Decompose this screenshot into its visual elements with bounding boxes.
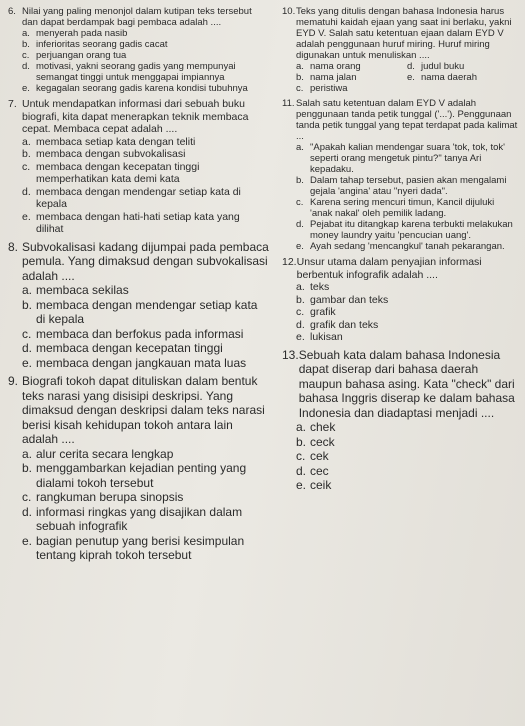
option-text: cec bbox=[310, 463, 329, 478]
question-stem: Sebuah kata dalam bahasa Indonesia dapat diserap dari bahasa daerah maupun bahasa asing. Kata "check" dari bahasa Inggris diserap ke dalam bahasa Indonesia dan diadaptasi menjadi .... bbox=[298, 347, 515, 420]
option-b bbox=[296, 72, 407, 83]
option-b bbox=[22, 39, 270, 50]
option-letter: d. bbox=[296, 463, 307, 478]
option-d bbox=[296, 319, 518, 332]
option-a bbox=[296, 61, 407, 72]
option-c bbox=[296, 197, 518, 219]
question-6 bbox=[8, 6, 270, 94]
option-letter: e. bbox=[296, 331, 305, 343]
option-letter: c. bbox=[22, 490, 32, 504]
question-stem: Untuk mendapatkan informasi dari sebuah buku biografi, kita dapat menerapkan teknik membaca cepat. Membaca cepat adalah .... bbox=[22, 98, 249, 135]
option-text: peristiwa bbox=[310, 83, 348, 94]
option-text: Ayah sedang 'mencangkul' tanah pekarangan. bbox=[310, 241, 505, 252]
option-letter: c. bbox=[22, 326, 32, 341]
option-text: nama orang bbox=[310, 61, 361, 72]
option-text: menggambarkan kejadian penting yang dialami tokoh tersebut bbox=[36, 461, 247, 490]
option-letter: b. bbox=[22, 461, 33, 475]
option-a bbox=[296, 142, 518, 175]
option-letter: c. bbox=[296, 306, 305, 318]
question-number: 9. bbox=[8, 374, 19, 388]
option-e bbox=[22, 534, 270, 563]
option-letter: e. bbox=[296, 241, 304, 252]
option-text: cek bbox=[310, 449, 329, 463]
option-letter: d. bbox=[22, 61, 30, 72]
option-d bbox=[407, 61, 518, 72]
option-letter: d. bbox=[296, 219, 304, 230]
option-letter: d. bbox=[407, 61, 415, 72]
option-a bbox=[22, 28, 270, 39]
question-number: 6. bbox=[8, 6, 16, 17]
question-stem: Subvokalisasi kadang dijumpai pada pembaca pemula. Yang dimaksud dengan subvokalisasi adalah .... bbox=[22, 239, 269, 283]
option-letter: a. bbox=[296, 61, 304, 72]
option-b bbox=[296, 294, 518, 307]
option-text: motivasi, yakni seorang gadis yang mempunyai semangat tinggi untuk menggapai impiannya bbox=[36, 61, 236, 83]
option-letter: a. bbox=[22, 283, 33, 297]
question-number: 7. bbox=[8, 98, 17, 110]
option-text: ceck bbox=[310, 434, 335, 449]
option-text: membaca dengan subvokalisasi bbox=[36, 148, 186, 160]
option-letter: e. bbox=[22, 533, 33, 548]
option-c bbox=[22, 327, 270, 342]
option-d bbox=[22, 186, 270, 211]
option-text: lukisan bbox=[310, 331, 343, 343]
option-text: membaca dengan kecepatan tinggi memperhatikan kata demi kata bbox=[36, 160, 200, 185]
question-number: 8. bbox=[8, 239, 19, 254]
option-letter: d. bbox=[296, 318, 305, 331]
option-text: perjuangan orang tua bbox=[36, 50, 127, 61]
question-12 bbox=[282, 256, 518, 344]
option-c bbox=[296, 306, 518, 319]
option-text: membaca dengan jangkauan mata luas bbox=[36, 355, 247, 370]
option-e bbox=[296, 331, 518, 344]
option-text: membaca setiap kata dengan teliti bbox=[36, 135, 196, 148]
option-text: membaca dengan mendengar setiap kata di kepala bbox=[36, 297, 258, 326]
option-a bbox=[22, 136, 270, 149]
option-letter: a. bbox=[22, 446, 33, 461]
option-letter: c. bbox=[296, 83, 304, 94]
option-b bbox=[296, 175, 518, 197]
question-10 bbox=[282, 6, 518, 94]
option-a bbox=[22, 283, 270, 298]
question-stem: Biografi tokoh dapat dituliskan dalam bentuk teks narasi yang disisipi deskripsi. Yang dimaksud dengan deskripsi dalam teks narasi berisi kisah kehidupan tokoh antara lain adalah .... bbox=[22, 374, 265, 446]
option-c bbox=[22, 50, 270, 61]
option-d bbox=[296, 464, 518, 479]
option-text: nama daerah bbox=[421, 72, 477, 83]
option-c bbox=[22, 161, 270, 186]
option-e bbox=[22, 356, 270, 371]
option-d bbox=[22, 61, 270, 83]
question-stem: Nilai yang paling menonjol dalam kutipan teks tersebut dan dapat berdampak bagi pembaca adalah .... bbox=[22, 6, 252, 28]
question-number: 11. bbox=[282, 98, 295, 109]
question-number: 13. bbox=[282, 347, 299, 362]
option-b bbox=[22, 148, 270, 161]
option-letter: c. bbox=[296, 197, 304, 208]
question-11 bbox=[282, 98, 518, 252]
question-7 bbox=[8, 98, 270, 236]
option-text: ceik bbox=[310, 478, 332, 492]
option-letter: e. bbox=[296, 478, 307, 492]
option-text: chek bbox=[310, 420, 336, 434]
option-b bbox=[296, 435, 518, 450]
option-text: "Apakah kalian mendengar suara 'tok, tok, tok' seperti orang mengetuk pintu?" tanya Ari kepadaku. bbox=[310, 142, 506, 175]
option-text: membaca dan berfokus pada informasi bbox=[36, 326, 244, 341]
option-text: Karena sering mencuri timun, Kancil dijuluki 'anak nakal' oleh pemilik ladang. bbox=[310, 197, 495, 219]
option-text: informasi ringkas yang disajikan dalam sebuah infografik bbox=[36, 504, 243, 533]
option-a bbox=[296, 281, 518, 294]
option-letter: a. bbox=[296, 142, 304, 153]
option-c bbox=[296, 449, 518, 464]
option-letter: b. bbox=[296, 175, 304, 186]
option-letter: e. bbox=[22, 210, 31, 223]
option-letter: b. bbox=[22, 297, 33, 312]
option-d bbox=[296, 219, 518, 241]
option-letter: b. bbox=[22, 39, 30, 50]
option-letter: c. bbox=[22, 50, 30, 61]
option-letter: e. bbox=[22, 355, 33, 370]
option-text: grafik bbox=[310, 306, 336, 318]
option-text: grafik dan teks bbox=[310, 318, 379, 331]
option-text: membaca dengan kecepatan tinggi bbox=[36, 341, 223, 355]
option-b bbox=[22, 461, 270, 490]
option-text: bagian penutup yang berisi kesimpulan tentang kiprah tokoh tersebut bbox=[36, 533, 245, 562]
option-letter: a. bbox=[22, 28, 30, 39]
question-8 bbox=[8, 240, 270, 371]
option-letter: b. bbox=[296, 72, 304, 83]
option-letter: a. bbox=[296, 420, 307, 434]
option-letter: a. bbox=[22, 135, 31, 148]
option-text: alur cerita secara lengkap bbox=[36, 446, 174, 461]
option-text: Dalam tahap tersebut, pasien akan mengalami gejala 'angina' atau "nyeri dada". bbox=[310, 175, 507, 197]
option-text: nama jalan bbox=[310, 72, 357, 83]
option-letter: a. bbox=[296, 281, 305, 293]
option-letter: d. bbox=[22, 341, 33, 355]
option-a bbox=[22, 447, 270, 462]
option-text: judul buku bbox=[421, 61, 465, 72]
option-text: rangkuman berupa sinopsis bbox=[36, 490, 184, 504]
option-text: membaca dengan hati-hati setiap kata yang dilihat bbox=[36, 210, 240, 235]
left-column bbox=[8, 6, 270, 567]
option-e bbox=[22, 211, 270, 236]
option-letter: e. bbox=[407, 72, 415, 83]
option-letter: c. bbox=[22, 160, 31, 173]
option-text: inferioritas seorang gadis cacat bbox=[36, 39, 168, 50]
option-letter: b. bbox=[22, 148, 31, 160]
option-text: kegagalan seorang gadis karena kondisi tubuhnya bbox=[36, 83, 248, 94]
question-number: 12. bbox=[282, 256, 297, 268]
question-13 bbox=[282, 348, 518, 493]
option-d bbox=[22, 505, 270, 534]
option-text: membaca dengan mendengar setiap kata di kepala bbox=[36, 185, 241, 210]
option-text: gambar dan teks bbox=[310, 293, 389, 306]
question-stem: Unsur utama dalam penyajian informasi berbentuk infografik adalah .... bbox=[296, 256, 482, 281]
option-a bbox=[296, 420, 518, 435]
right-column bbox=[282, 6, 518, 497]
option-text: membaca sekilas bbox=[36, 283, 129, 297]
option-letter: d. bbox=[22, 185, 31, 198]
option-c bbox=[22, 490, 270, 505]
option-text: menyerah pada nasib bbox=[36, 28, 128, 39]
option-text: teks bbox=[310, 281, 330, 293]
option-letter: d. bbox=[22, 504, 33, 519]
option-e bbox=[296, 241, 518, 252]
question-stem: Teks yang ditulis dengan bahasa Indonesia harus mematuhi kaidah ejaan yang saat ini berlaku, yakni EYD V. Salah satu ketentuan ejaan dalam EYD V adalah penggunaan huruf miring. Huruf miring digunakan untuk menuliskan .... bbox=[296, 6, 512, 61]
option-letter: c. bbox=[296, 449, 306, 463]
option-e bbox=[22, 83, 270, 94]
option-e bbox=[296, 478, 518, 493]
question-stem: Salah satu ketentuan dalam EYD V adalah penggunaan tanda petik tunggal ('...'). Penggunaan tanda petik tunggal yang tepat terdapat pada kalimat ... bbox=[296, 98, 518, 142]
option-d bbox=[22, 341, 270, 356]
option-e bbox=[407, 72, 518, 83]
option-letter: b. bbox=[296, 293, 305, 306]
option-c bbox=[296, 83, 407, 94]
option-b bbox=[22, 298, 270, 327]
option-letter: b. bbox=[296, 434, 307, 449]
question-number: 10. bbox=[282, 6, 296, 17]
question-9 bbox=[8, 374, 270, 563]
option-text: Pejabat itu ditangkap karena terbukti melakukan money laundry yaitu 'pencucian uang'. bbox=[310, 219, 513, 241]
option-letter: e. bbox=[22, 83, 30, 94]
